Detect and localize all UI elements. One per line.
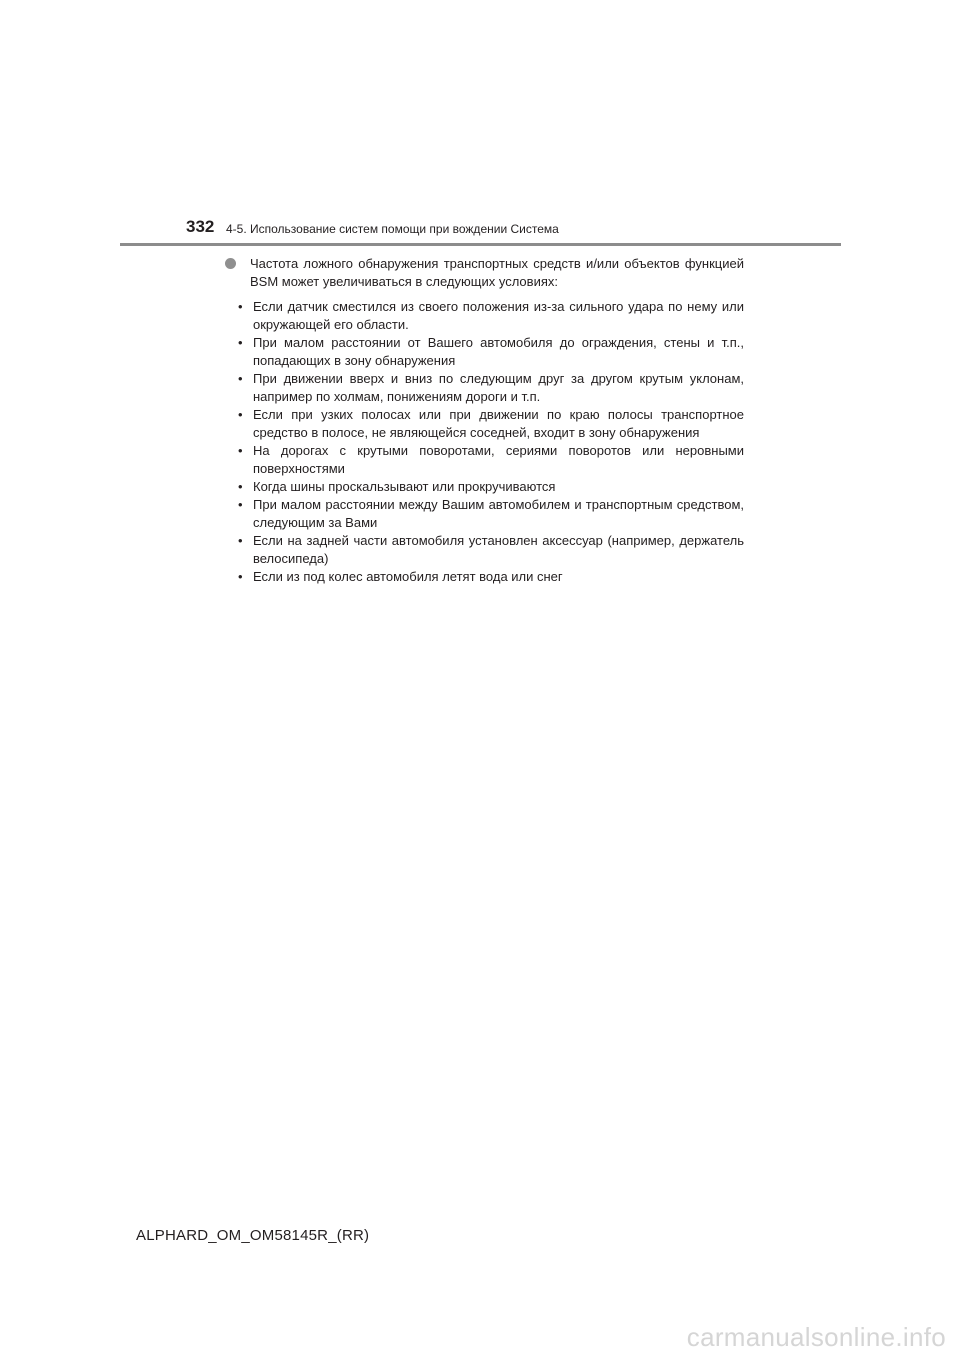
bullet-dot-icon: • — [238, 335, 243, 350]
bullet-dot-icon: • — [238, 407, 243, 422]
section-title: 4-5. Использование систем помощи при вождении Система — [226, 222, 559, 236]
bullet-dot-icon: • — [238, 479, 243, 494]
list-item — [227, 334, 744, 370]
document-code: ALPHARD_OM_OM58145R_(RR) — [136, 1227, 370, 1244]
list-item — [227, 496, 744, 532]
intro-text: Частота ложного обнаружения транспортных средств и/или объектов функцией BSM может увеличиваться в следующих условиях: — [250, 256, 744, 289]
bullet-dot-icon: • — [238, 299, 243, 314]
list-item-text: При малом расстоянии между Вашим автомобилем и транспортным средством, следующим за Вами — [253, 497, 744, 530]
bullet-dot-icon: • — [238, 497, 243, 512]
list-item — [227, 298, 744, 334]
list-item — [227, 532, 744, 568]
list-item-text: При малом расстоянии от Вашего автомобиля до ограждения, стены и т.п., попадающих в зону обнаружения — [253, 335, 744, 368]
list-item-text: Когда шины проскальзывают или прокручиваются — [253, 479, 556, 494]
list-item-text: Если из под колес автомобиля летят вода или снег — [253, 569, 563, 584]
bullet-dot-icon: • — [238, 371, 243, 386]
list-item — [227, 568, 744, 586]
list-item-text: Если при узких полосах или при движении по краю полосы транспортное средство в полосе, не являющейся соседней, входит в зону обнаружения — [253, 407, 744, 440]
bullet-dot-icon: • — [238, 533, 243, 548]
page-number: 332 — [186, 217, 215, 236]
list-item-text: При движении вверх и вниз по следующим друг за другом крутым уклонам, например по холмам, понижениям дороги и т.п. — [253, 371, 744, 404]
watermark-link[interactable]: carmanualsonline.info — [686, 1322, 946, 1352]
list-item — [227, 370, 744, 406]
list-item-text: Если на задней части автомобиля установлен аксессуар (например, держатель велосипеда) — [253, 533, 744, 566]
condition-list — [224, 298, 744, 586]
list-item — [227, 478, 744, 496]
intro-paragraph — [224, 255, 744, 291]
list-item-text: Если датчик сместился из своего положения из-за сильного удара по нему или окружающей его области. — [253, 299, 744, 332]
list-item — [227, 406, 744, 442]
content-block — [224, 255, 744, 586]
header-divider — [120, 243, 841, 246]
list-item-text: На дорогах с крутыми поворотами, сериями поворотов или неровными поверхностями — [253, 443, 744, 476]
bullet-dot-icon: • — [238, 569, 243, 584]
list-item — [227, 442, 744, 478]
circle-bullet-icon — [225, 258, 236, 269]
bullet-dot-icon: • — [238, 443, 243, 458]
